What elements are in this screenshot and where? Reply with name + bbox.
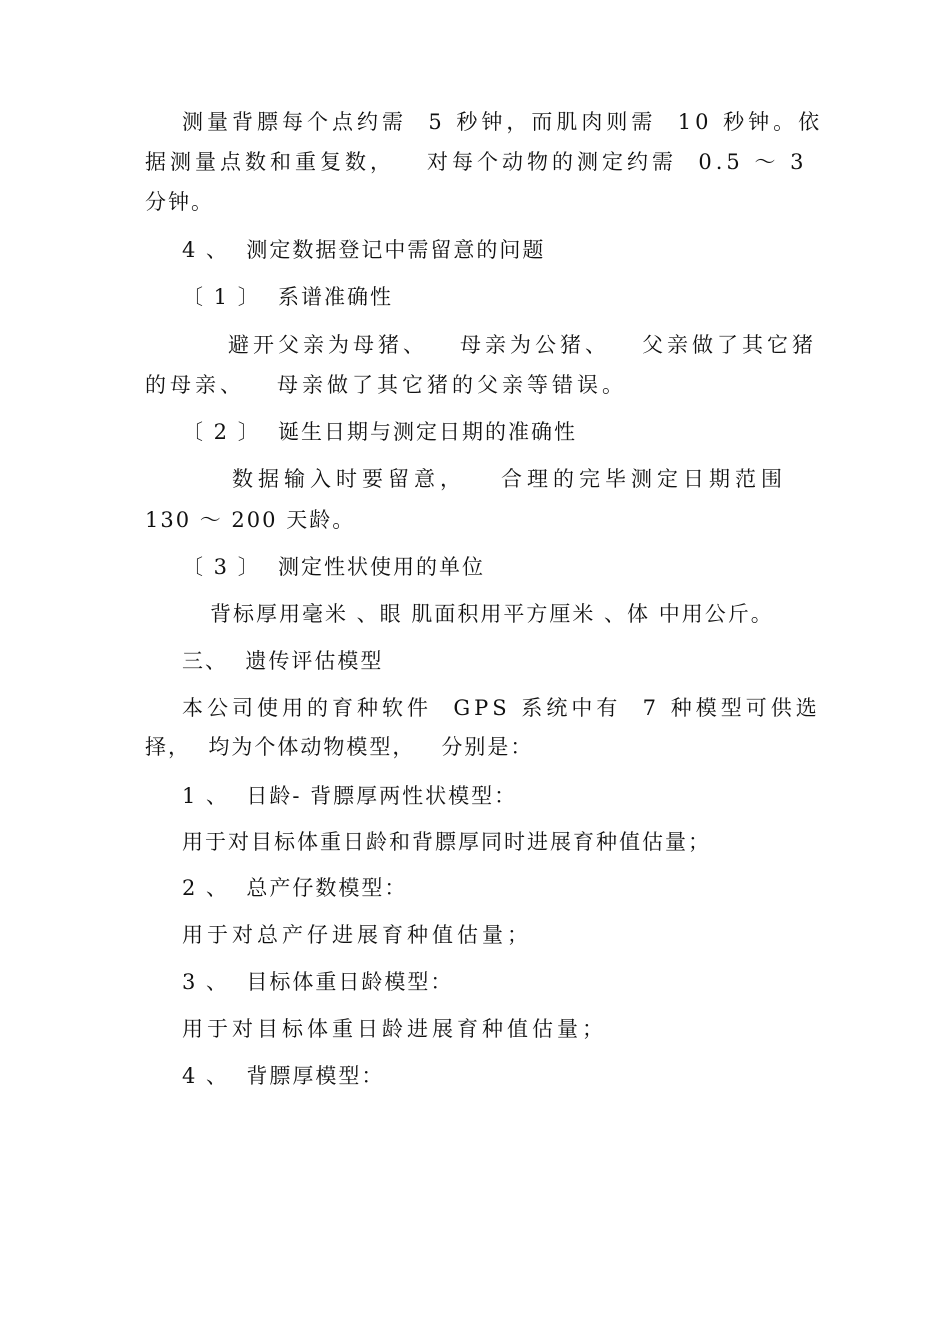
list-item-heading: 1 、 日龄- 背膘厚两性状模型： — [182, 784, 518, 808]
section-heading: 三、 遗传评估模型 — [182, 649, 384, 673]
paragraph-line: 130 ～ 200 天龄。 — [145, 508, 356, 532]
paragraph-line: 择， 均为个体动物模型， 分别是： — [145, 735, 534, 759]
paragraph-line: 数据输入时要留意， 合理的完毕测定日期范围 — [232, 467, 788, 491]
list-item-heading: 3 、 目标体重日龄模型： — [182, 970, 454, 994]
paragraph-line: 背标厚用毫米 、眼 肌面积用平方厘米 、体 中用公斤。 — [210, 602, 774, 626]
paragraph-line: 的母亲、 母亲做了其它猪的父亲等错误。 — [145, 373, 628, 397]
section-heading: 4 、 测定数据登记中需留意的问题 — [182, 238, 546, 262]
paragraph-line: 本公司使用的育种软件 GPS 系统中有 7 种模型可供选 — [182, 696, 821, 720]
subsection-heading: 〔 1 〕 系谱准确性 — [182, 285, 394, 309]
paragraph-line: 分钟。 — [145, 190, 214, 214]
paragraph-line: 据测量点数和重复数， 对每个动物的测定约需 0.5 ～ 3 — [145, 150, 808, 174]
list-item-heading: 4 、 背膘厚模型： — [182, 1064, 385, 1088]
paragraph-line: 测量背膘每个点约需 5 秒钟，而肌肉则需 10 秒钟。依 — [182, 110, 824, 134]
list-item-heading: 2 、 总产仔数模型： — [182, 876, 408, 900]
subsection-heading: 〔 3 〕 测定性状使用的单位 — [182, 555, 486, 579]
paragraph-line: 避开父亲为母猪、 母亲为公猪、 父亲做了其它猪 — [228, 333, 818, 357]
paragraph-line: 用于对目标体重日龄和背膘厚同时进展育种值估量； — [182, 830, 711, 854]
paragraph-line: 用于对总产仔进展育种值估量； — [182, 923, 532, 947]
paragraph-line: 用于对目标体重日龄进展育种值估量； — [182, 1017, 607, 1041]
subsection-heading: 〔 2 〕 诞生日期与测定日期的准确性 — [182, 420, 578, 444]
